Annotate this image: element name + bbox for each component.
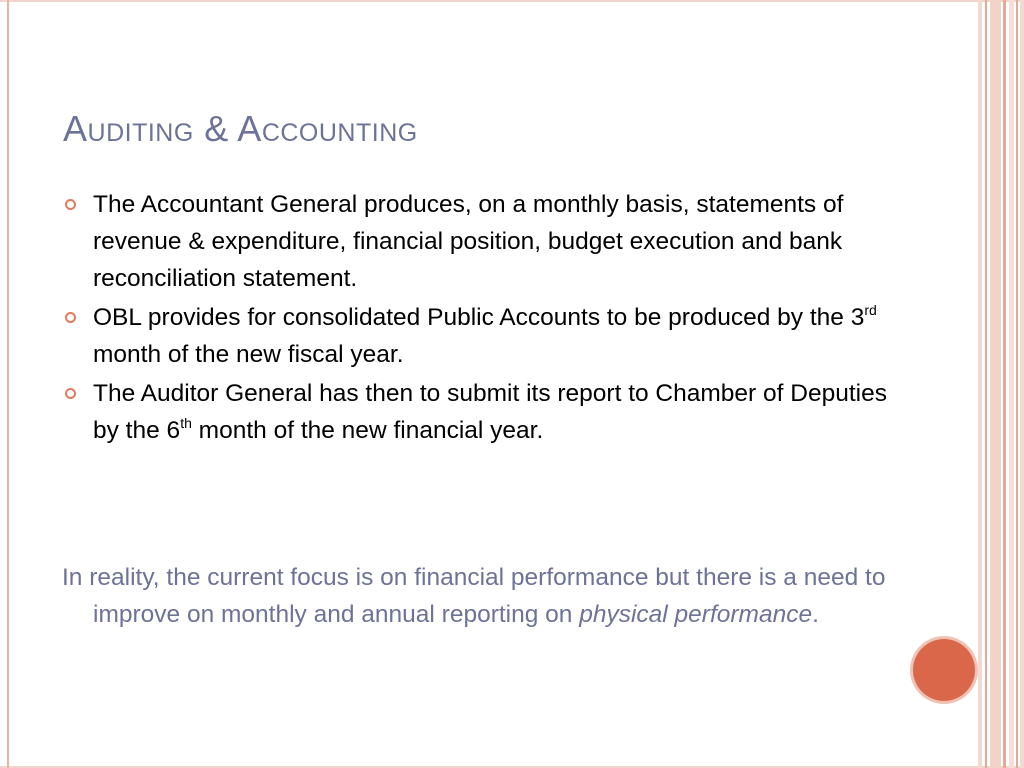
left-border-line [7,0,9,768]
bullet-text: The Accountant General produces, on a monthly basis, statements of revenue & expenditure, financial position, budget execution and bank reconciliation statement. [93,191,844,292]
right-stripe [1016,0,1018,768]
right-stripe [990,0,1001,768]
note-end: . [812,601,819,628]
closing-note [62,559,923,633]
bullet-text: OBL provides for consolidated Public Accounts to be produced by the 3 [93,304,865,331]
bullet-text: The Auditor General has then to submit its report to Chamber of Deputies by the 6 [93,380,887,444]
bullet-item [62,299,892,373]
right-stripe [1003,0,1006,768]
bullet-marker-icon [65,312,76,323]
ordinal-suffix: th [180,415,192,431]
bullet-text-continued: month of the new financial year. [191,417,544,444]
top-border-line [0,0,1024,2]
slide-title: Auditing & Accounting [63,108,418,149]
right-stripe [1020,0,1024,768]
ordinal-suffix: rd [864,302,877,318]
decorative-circle [913,639,975,701]
bullet-marker-icon [65,388,76,399]
right-stripe [985,0,987,768]
bullet-item [62,186,892,297]
right-stripe [978,0,982,768]
bullet-marker-icon [65,199,76,210]
bullet-list [62,186,892,451]
right-stripe [1009,0,1014,768]
bullet-item [62,375,892,449]
note-text: In reality, the current focus is on financial performance but there is a need to improve on monthly and annual reporting on [62,564,886,628]
bullet-text-continued: month of the new fiscal year. [93,341,404,368]
note-emphasis: physical performance [579,601,813,628]
